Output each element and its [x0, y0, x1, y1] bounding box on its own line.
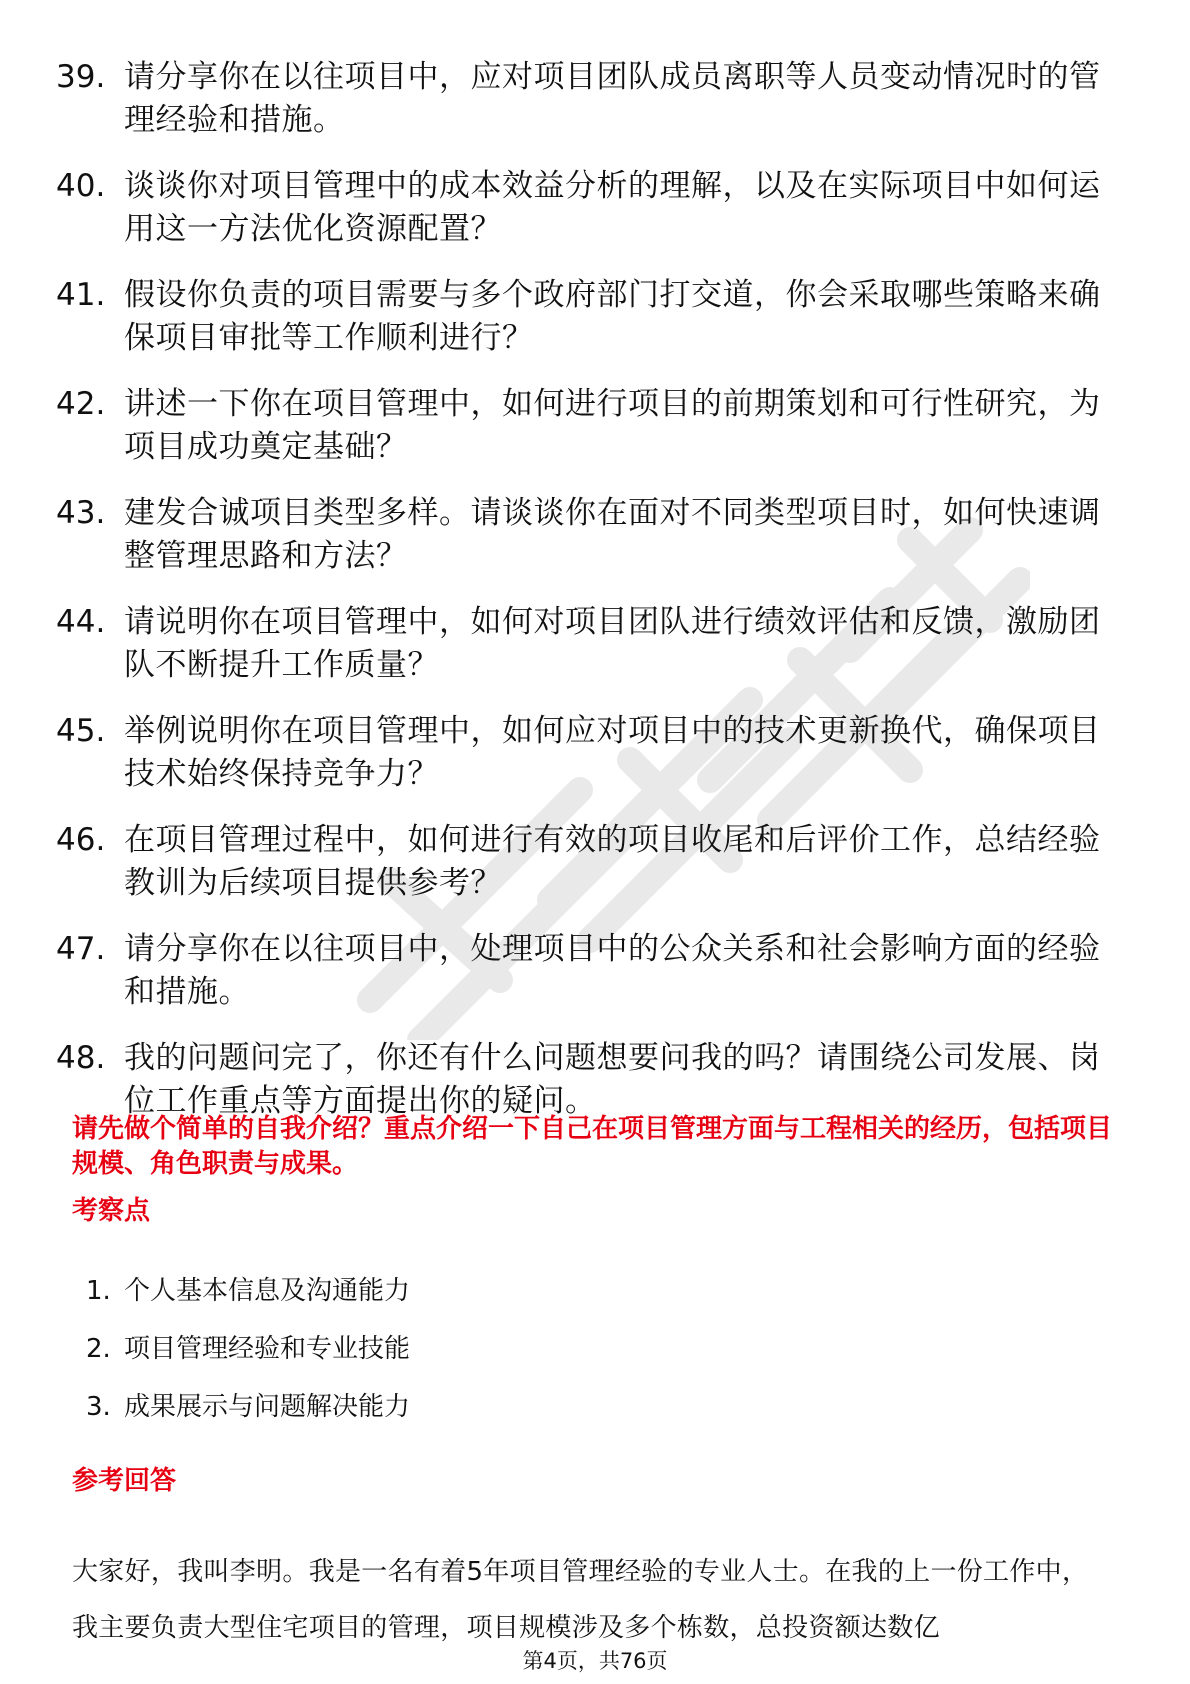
- point-number: 1.: [86, 1276, 111, 1306]
- question-item: [56, 383, 1116, 469]
- reference-answer-text: 大家好，我叫李明。我是一名有着5年项目管理经验的专业人士。在我的上一份工作中，我主要负责大型住宅项目的管理，项目规模涉及多个栋数，总投资额达数亿: [72, 1557, 1089, 1643]
- point-text: 成果展示与问题解决能力: [124, 1392, 411, 1422]
- question-text: 请分享你在以往项目中，处理项目中的公众关系和社会影响方面的经验和措施。: [124, 931, 1101, 1010]
- point-number: 2.: [86, 1334, 111, 1364]
- question-number: 48.: [56, 1040, 106, 1076]
- question-number: 43.: [56, 495, 106, 531]
- point-number: 3.: [86, 1392, 111, 1422]
- question-number: 46.: [56, 822, 106, 858]
- question-item: [56, 165, 1116, 251]
- question-item: [56, 601, 1116, 687]
- assessment-point: [86, 1274, 986, 1308]
- question-text: 假设你负责的项目需要与多个政府部门打交道，你会采取哪些策略来确保项目审批等工作顺利进行？: [124, 277, 1101, 356]
- question-text: 请说明你在项目管理中，如何对项目团队进行绩效评估和反馈，激励团队不断提升工作质量？: [124, 604, 1101, 683]
- question-text: 建发合诚项目类型多样。请谈谈你在面对不同类型项目时，如何快速调整管理思路和方法？: [124, 495, 1101, 574]
- assessment-points-list: [86, 1274, 986, 1448]
- question-text: 在项目管理过程中，如何进行有效的项目收尾和后评价工作，总结经验教训为后续项目提供参考？: [124, 822, 1101, 901]
- question-item: [56, 492, 1116, 578]
- question-number: 39.: [56, 59, 106, 95]
- question-number: 42.: [56, 386, 106, 422]
- point-text: 项目管理经验和专业技能: [124, 1334, 411, 1364]
- question-number: 41.: [56, 277, 106, 313]
- page-footer: 第4页，共76页: [522, 1649, 668, 1673]
- question-number: 40.: [56, 168, 106, 204]
- highlight-question: 请先做个简单的自我介绍？重点介绍一下自己在项目管理方面与工程相关的经历，包括项目规模、角色职责与成果。: [72, 1114, 1113, 1179]
- question-item: [56, 710, 1116, 796]
- question-number: 47.: [56, 931, 106, 967]
- question-text: 谈谈你对项目管理中的成本效益分析的理解，以及在实际项目中如何运用这一方法优化资源配置？: [124, 168, 1101, 247]
- question-list: [56, 56, 1116, 1146]
- question-text: 我的问题问完了，你还有什么问题想要问我的吗？请围绕公司发展、岗位工作重点等方面提出你的疑问。: [124, 1040, 1101, 1119]
- reference-answer-title: 参考回答: [72, 1466, 177, 1496]
- assessment-point: [86, 1332, 986, 1366]
- question-number: 45.: [56, 713, 106, 749]
- assessment-title: 考察点: [72, 1196, 151, 1226]
- question-text: 讲述一下你在项目管理中，如何进行项目的前期策划和可行性研究，为项目成功奠定基础？: [124, 386, 1101, 465]
- question-number: 44.: [56, 604, 106, 640]
- assessment-point: [86, 1390, 986, 1424]
- question-item: [56, 928, 1116, 1014]
- question-text: 举例说明你在项目管理中，如何应对项目中的技术更新换代，确保项目技术始终保持竞争力？: [124, 713, 1101, 792]
- point-text: 个人基本信息及沟通能力: [124, 1276, 411, 1306]
- question-item: [56, 1037, 1116, 1123]
- question-item: [56, 274, 1116, 360]
- question-text: 请分享你在以往项目中，应对项目团队成员离职等人员变动情况时的管理经验和措施。: [124, 59, 1101, 138]
- question-item: [56, 56, 1116, 142]
- question-item: [56, 819, 1116, 905]
